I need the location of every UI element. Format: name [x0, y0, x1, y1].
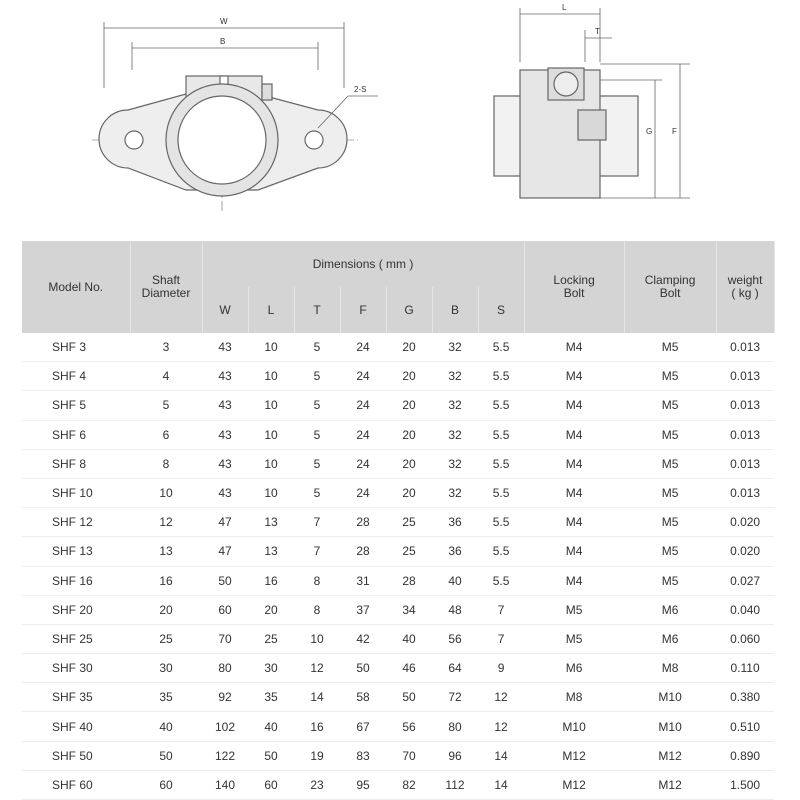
- table-cell: 50: [130, 741, 202, 770]
- table-cell: 5.5: [478, 449, 524, 478]
- header-dimensions: Dimensions ( mm ): [202, 241, 524, 287]
- table-row: [22, 770, 774, 799]
- table-cell: 60: [202, 595, 248, 624]
- table-cell: SHF 60: [22, 770, 130, 799]
- table-cell: 6: [130, 420, 202, 449]
- table-cell: 7: [478, 624, 524, 653]
- table-cell: M4: [524, 537, 624, 566]
- table-cell: 0.013: [716, 362, 774, 391]
- table-cell: 28: [386, 566, 432, 595]
- table-cell: 5: [130, 391, 202, 420]
- table-cell: 56: [386, 712, 432, 741]
- spec-table: [22, 241, 775, 800]
- table-cell: 40: [432, 566, 478, 595]
- header-clamping-line2: Bolt: [659, 286, 681, 300]
- table-cell: 20: [386, 449, 432, 478]
- table-cell: SHF 40: [22, 712, 130, 741]
- header-weight: [716, 241, 774, 333]
- table-cell: M4: [524, 362, 624, 391]
- table-cell: 5.5: [478, 537, 524, 566]
- table-cell: M6: [624, 595, 716, 624]
- table-cell: M4: [524, 478, 624, 507]
- table-cell: 0.013: [716, 333, 774, 362]
- table-row: [22, 420, 774, 449]
- table-cell: 83: [340, 741, 386, 770]
- table-cell: 3: [130, 333, 202, 362]
- header-locking: [524, 241, 624, 333]
- table-cell: 56: [432, 624, 478, 653]
- table-cell: 20: [386, 391, 432, 420]
- table-cell: 28: [340, 508, 386, 537]
- table-row: [22, 654, 774, 683]
- table-cell: M5: [624, 478, 716, 507]
- table-cell: 7: [294, 537, 340, 566]
- table-cell: 28: [340, 537, 386, 566]
- table-cell: 19: [294, 741, 340, 770]
- table-cell: 7: [294, 508, 340, 537]
- table-cell: 12: [478, 712, 524, 741]
- header-dim-f: F: [340, 287, 386, 333]
- table-cell: 5: [294, 449, 340, 478]
- table-cell: 43: [202, 333, 248, 362]
- table-cell: 25: [386, 508, 432, 537]
- table-cell: 24: [340, 420, 386, 449]
- header-model: Model No.: [22, 241, 130, 333]
- table-row: [22, 391, 774, 420]
- table-cell: 34: [386, 595, 432, 624]
- table-cell: 43: [202, 449, 248, 478]
- table-cell: 43: [202, 478, 248, 507]
- table-cell: M8: [624, 654, 716, 683]
- table-cell: M10: [624, 712, 716, 741]
- table-cell: 20: [386, 362, 432, 391]
- table-cell: 10: [130, 478, 202, 507]
- table-cell: SHF 5: [22, 391, 130, 420]
- table-cell: M12: [524, 770, 624, 799]
- table-cell: 5.5: [478, 420, 524, 449]
- table-cell: 9: [478, 654, 524, 683]
- label-l: L: [562, 3, 567, 12]
- table-cell: SHF 10: [22, 478, 130, 507]
- table-cell: 10: [248, 478, 294, 507]
- table-cell: 24: [340, 391, 386, 420]
- header-locking-line1: Locking: [553, 273, 595, 287]
- technical-drawings: [0, 0, 800, 235]
- table-cell: 67: [340, 712, 386, 741]
- table-cell: M4: [524, 391, 624, 420]
- table-cell: SHF 50: [22, 741, 130, 770]
- table-cell: 40: [130, 712, 202, 741]
- table-cell: 5.5: [478, 566, 524, 595]
- table-cell: 16: [248, 566, 294, 595]
- header-dim-w: W: [202, 287, 248, 333]
- table-cell: 0.027: [716, 566, 774, 595]
- table-cell: 95: [340, 770, 386, 799]
- table-cell: 80: [432, 712, 478, 741]
- table-row: [22, 741, 774, 770]
- table-cell: M4: [524, 420, 624, 449]
- table-cell: 24: [340, 478, 386, 507]
- table-row: [22, 362, 774, 391]
- table-cell: M4: [524, 508, 624, 537]
- table-cell: 36: [432, 508, 478, 537]
- table-cell: 8: [294, 595, 340, 624]
- table-cell: 0.013: [716, 420, 774, 449]
- table-cell: SHF 25: [22, 624, 130, 653]
- table-cell: 35: [130, 683, 202, 712]
- table-cell: 8: [294, 566, 340, 595]
- table-cell: 43: [202, 391, 248, 420]
- table-cell: 10: [294, 624, 340, 653]
- header-dim-s: S: [478, 287, 524, 333]
- table-cell: 40: [248, 712, 294, 741]
- table-cell: 24: [340, 333, 386, 362]
- table-cell: 24: [340, 362, 386, 391]
- table-cell: 72: [432, 683, 478, 712]
- table-cell: SHF 16: [22, 566, 130, 595]
- table-cell: M5: [624, 566, 716, 595]
- table-body: [22, 333, 774, 800]
- table-cell: M10: [524, 712, 624, 741]
- table-row: [22, 478, 774, 507]
- table-row: [22, 449, 774, 478]
- table-cell: 10: [248, 449, 294, 478]
- table-cell: 80: [202, 654, 248, 683]
- table-cell: 20: [386, 420, 432, 449]
- table-cell: 0.890: [716, 741, 774, 770]
- table-cell: M5: [624, 391, 716, 420]
- table-cell: 0.040: [716, 595, 774, 624]
- table-cell: SHF 20: [22, 595, 130, 624]
- table-cell: M5: [624, 362, 716, 391]
- table-cell: SHF 12: [22, 508, 130, 537]
- header-clamping: [624, 241, 716, 333]
- table-cell: 23: [294, 770, 340, 799]
- table-cell: 5: [294, 362, 340, 391]
- table-cell: M5: [624, 449, 716, 478]
- table-row: [22, 537, 774, 566]
- table-row: [22, 508, 774, 537]
- table-cell: 5.5: [478, 391, 524, 420]
- table-cell: 12: [478, 683, 524, 712]
- table-cell: 20: [130, 595, 202, 624]
- table-cell: 0.013: [716, 391, 774, 420]
- label-t: T: [595, 27, 600, 36]
- table-cell: SHF 30: [22, 654, 130, 683]
- table-cell: 14: [478, 770, 524, 799]
- table-cell: 0.060: [716, 624, 774, 653]
- table-row: [22, 712, 774, 741]
- table-header-row: [22, 241, 774, 287]
- table-cell: 92: [202, 683, 248, 712]
- table-row: [22, 683, 774, 712]
- table-cell: 16: [130, 566, 202, 595]
- table-cell: 7: [478, 595, 524, 624]
- header-locking-line2: Bolt: [563, 286, 585, 300]
- table-cell: M5: [624, 537, 716, 566]
- table-cell: SHF 35: [22, 683, 130, 712]
- table-cell: 30: [248, 654, 294, 683]
- table-cell: 70: [386, 741, 432, 770]
- table-cell: 43: [202, 420, 248, 449]
- table-cell: 14: [294, 683, 340, 712]
- table-cell: 43: [202, 362, 248, 391]
- table-cell: 32: [432, 362, 478, 391]
- table-cell: 47: [202, 537, 248, 566]
- table-cell: 5.5: [478, 478, 524, 507]
- label-f: F: [672, 127, 677, 136]
- table-cell: 5.5: [478, 362, 524, 391]
- table-cell: 122: [202, 741, 248, 770]
- table-cell: 50: [340, 654, 386, 683]
- label-g: G: [646, 127, 653, 136]
- header-dim-l: L: [248, 287, 294, 333]
- table-cell: M10: [624, 683, 716, 712]
- table-cell: 20: [386, 478, 432, 507]
- table-cell: 70: [202, 624, 248, 653]
- table-cell: 24: [340, 449, 386, 478]
- table-cell: 0.020: [716, 508, 774, 537]
- table-cell: 4: [130, 362, 202, 391]
- table-cell: 12: [294, 654, 340, 683]
- table-cell: SHF 3: [22, 333, 130, 362]
- table-cell: 5: [294, 420, 340, 449]
- table-cell: 32: [432, 478, 478, 507]
- table-cell: 0.020: [716, 537, 774, 566]
- table-cell: 31: [340, 566, 386, 595]
- table-cell: 32: [432, 449, 478, 478]
- table-cell: SHF 4: [22, 362, 130, 391]
- table-cell: 5: [294, 333, 340, 362]
- table-row: [22, 566, 774, 595]
- table-cell: 50: [386, 683, 432, 712]
- table-cell: 13: [130, 537, 202, 566]
- table-cell: 13: [248, 508, 294, 537]
- table-cell: 37: [340, 595, 386, 624]
- table-cell: 5: [294, 478, 340, 507]
- table-cell: M5: [524, 624, 624, 653]
- table-cell: M6: [524, 654, 624, 683]
- table-cell: 16: [294, 712, 340, 741]
- table-cell: 25: [386, 537, 432, 566]
- table-cell: 20: [248, 595, 294, 624]
- table-cell: 12: [130, 508, 202, 537]
- table-cell: 32: [432, 333, 478, 362]
- header-weight-line2: ( kg ): [731, 286, 759, 300]
- header-shaft-line1: Shaft: [151, 273, 181, 287]
- table-cell: 42: [340, 624, 386, 653]
- header-dim-g: G: [386, 287, 432, 333]
- label-2s: 2-S: [354, 85, 367, 94]
- header-dim-b: B: [432, 287, 478, 333]
- table-cell: 35: [248, 683, 294, 712]
- table-cell: 10: [248, 362, 294, 391]
- table-cell: M5: [624, 420, 716, 449]
- table-cell: 46: [386, 654, 432, 683]
- table-cell: 0.013: [716, 449, 774, 478]
- table-cell: 140: [202, 770, 248, 799]
- table-cell: M4: [524, 566, 624, 595]
- table-cell: M4: [524, 449, 624, 478]
- table-cell: 5.5: [478, 333, 524, 362]
- table-cell: 64: [432, 654, 478, 683]
- table-cell: 14: [478, 741, 524, 770]
- table-cell: 60: [248, 770, 294, 799]
- table-cell: 40: [386, 624, 432, 653]
- table-cell: 48: [432, 595, 478, 624]
- table-cell: 60: [130, 770, 202, 799]
- table-cell: 32: [432, 391, 478, 420]
- table-cell: 96: [432, 741, 478, 770]
- table-cell: 102: [202, 712, 248, 741]
- table-cell: 0.110: [716, 654, 774, 683]
- table-cell: 0.510: [716, 712, 774, 741]
- table-cell: M5: [624, 508, 716, 537]
- table-cell: 47: [202, 508, 248, 537]
- table-cell: 0.380: [716, 683, 774, 712]
- table-cell: 58: [340, 683, 386, 712]
- table-row: [22, 624, 774, 653]
- header-clamping-line1: Clamping: [644, 273, 696, 287]
- table-cell: 5: [294, 391, 340, 420]
- table-cell: M6: [624, 624, 716, 653]
- table-row: [22, 333, 774, 362]
- table-row: [22, 595, 774, 624]
- table-cell: SHF 6: [22, 420, 130, 449]
- table-cell: M8: [524, 683, 624, 712]
- table-cell: 50: [202, 566, 248, 595]
- table-cell: 5.5: [478, 508, 524, 537]
- table-cell: M5: [524, 595, 624, 624]
- table-cell: SHF 13: [22, 537, 130, 566]
- table-cell: 13: [248, 537, 294, 566]
- table-cell: 50: [248, 741, 294, 770]
- table-cell: 10: [248, 391, 294, 420]
- table-cell: M4: [524, 333, 624, 362]
- side-view-drawing: [494, 8, 690, 198]
- table-cell: 25: [248, 624, 294, 653]
- header-dim-t: T: [294, 287, 340, 333]
- table-cell: 0.013: [716, 478, 774, 507]
- table-cell: 10: [248, 333, 294, 362]
- front-view-drawing: [92, 22, 378, 212]
- header-shaft: [130, 241, 202, 333]
- table-cell: 25: [130, 624, 202, 653]
- table-cell: M12: [624, 741, 716, 770]
- header-weight-line1: weight: [727, 273, 763, 287]
- table-cell: M5: [624, 333, 716, 362]
- table-cell: 36: [432, 537, 478, 566]
- table-cell: 30: [130, 654, 202, 683]
- table-cell: M12: [524, 741, 624, 770]
- table-cell: 32: [432, 420, 478, 449]
- table-cell: 8: [130, 449, 202, 478]
- label-w: W: [220, 17, 228, 26]
- table-cell: 82: [386, 770, 432, 799]
- label-b: B: [220, 37, 226, 46]
- table-cell: 1.500: [716, 770, 774, 799]
- table-cell: SHF 8: [22, 449, 130, 478]
- table-cell: 10: [248, 420, 294, 449]
- table-cell: M12: [624, 770, 716, 799]
- table-cell: 112: [432, 770, 478, 799]
- header-shaft-line2: Diameter: [141, 286, 191, 300]
- table-cell: 20: [386, 333, 432, 362]
